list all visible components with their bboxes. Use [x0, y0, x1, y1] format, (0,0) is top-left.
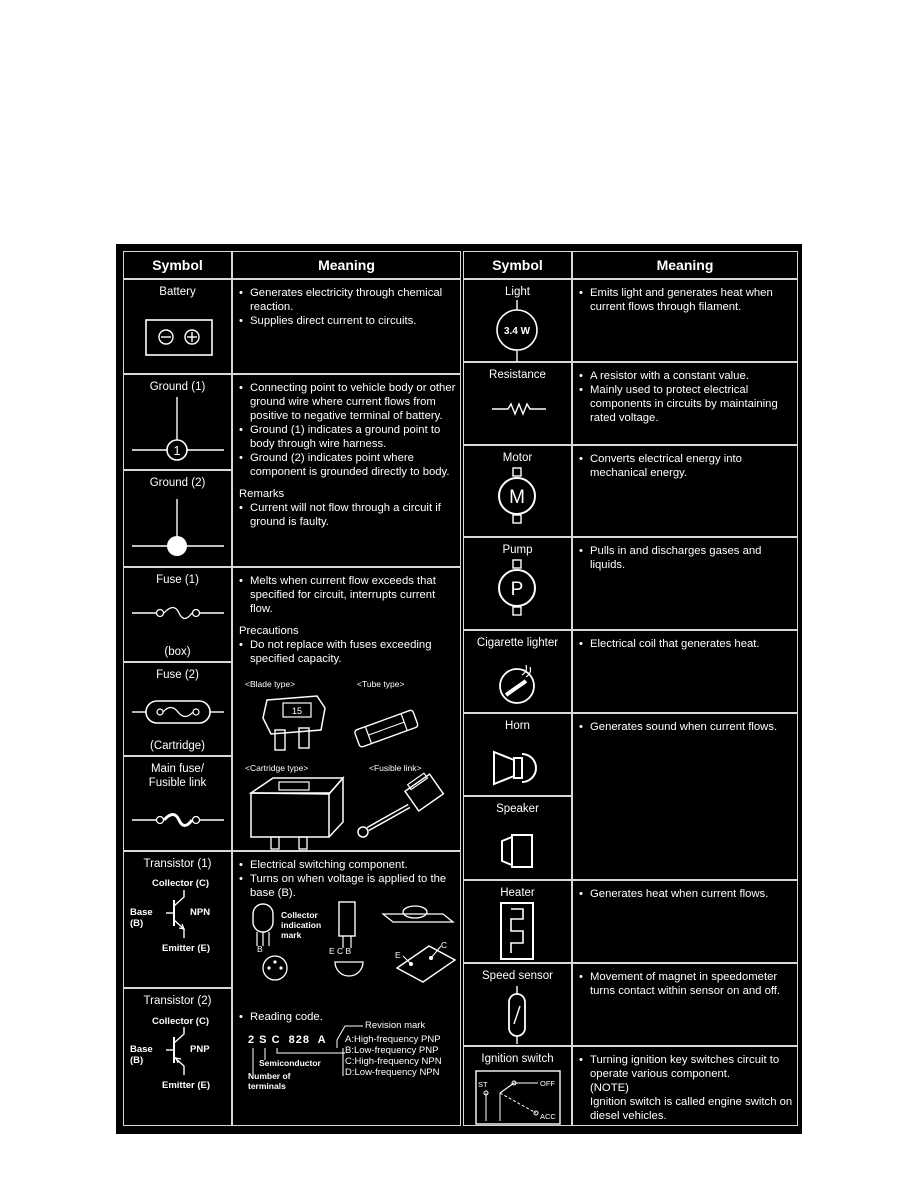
battery-meaning-2: • Supplies direct current to circuits.: [239, 314, 456, 328]
heater-icon: [464, 881, 573, 964]
horn-symbol-cell: [463, 713, 572, 796]
cigarette-meaning-1: • Electrical coil that generates heat.: [579, 637, 793, 651]
pump-icon: [464, 538, 573, 631]
horn-speaker-meaning-cell: [572, 713, 798, 880]
code-line-c: C:High-frequency NPN: [345, 1056, 442, 1067]
speed-meaning-1: • Movement of magnet in speedometer turns contact within sensor on and off.: [579, 970, 793, 998]
cartridge-fuse-icon: [251, 778, 343, 849]
cigarette-lighter-icon: [464, 631, 573, 714]
horn-meaning-1: • Generates sound when current flows.: [579, 720, 793, 734]
battery-meaning-1: • Generates electricity through chemical reaction.: [239, 286, 456, 314]
tube-type-label: <Tube type>: [357, 679, 405, 689]
pkg-label-ecb: E C B: [329, 946, 352, 956]
motor-symbol-cell: [463, 445, 572, 537]
transistor2-type: PNP: [190, 1044, 210, 1055]
fuse-precaution-1: • Do not replace with fuses exceeding specified capacity.: [239, 638, 456, 666]
transistor-meaning-2: • Turns on when voltage is applied to the base (B).: [239, 872, 456, 900]
ground-meaning-2: • Ground (1) indicates a ground point to body through wire harness.: [239, 423, 456, 451]
ignition-symbol-cell: [463, 1046, 572, 1126]
transistor2-label: Transistor (2): [143, 995, 212, 1007]
heater-meaning-1: • Generates heat when current flows.: [579, 887, 793, 901]
fuse2-label: Fuse (2): [156, 669, 199, 681]
reading-code-label: • Reading code.: [239, 1010, 456, 1024]
cigarette-meaning-cell: [572, 630, 798, 713]
ignition-note-title: (NOTE): [590, 1082, 629, 1094]
motor-icon: [464, 446, 573, 538]
speed-label: Speed sensor: [482, 970, 553, 982]
transistor-meaning-cell: [232, 851, 461, 1126]
transistor2-symbol-cell: [123, 988, 232, 1126]
light-watt: 3.4 W: [503, 326, 531, 337]
ground-remark-1: • Current will not flow through a circuit if ground is faulty.: [239, 501, 456, 529]
speed-symbol-cell: [463, 963, 572, 1046]
resistance-symbol-cell: [463, 362, 572, 445]
fuse1-label: Fuse (1): [156, 574, 199, 586]
pkg-label-c: C: [441, 940, 448, 950]
resistance-label: Resistance: [489, 369, 546, 381]
code-leader-lines: [233, 852, 462, 1127]
fuse2-symbol-cell: [123, 662, 232, 756]
ignition-meaning-cell: [572, 1046, 798, 1126]
pump-meaning-cell: [572, 537, 798, 630]
ignition-st: ST: [478, 1080, 488, 1089]
ground1-number: 1: [173, 443, 181, 458]
transistor2-collector-label: Collector (C): [152, 1016, 209, 1027]
motor-meaning-cell: [572, 445, 798, 537]
ground2-symbol-cell: [123, 470, 232, 567]
ground-meaning-3: • Ground (2) indicates point where component is grounded directly to body.: [239, 451, 456, 479]
fuse2-sublabel: (Cartridge): [150, 740, 205, 752]
fuse1-symbol-cell: [123, 567, 232, 662]
code-line-a: A:High-frequency PNP: [345, 1034, 441, 1045]
ignition-note: Ignition switch is called engine switch on diesel vehicles.: [590, 1096, 793, 1122]
heater-label: Heater: [500, 887, 535, 899]
ignition-label: Ignition switch: [481, 1053, 554, 1065]
battery-icon: [124, 280, 233, 375]
ignition-acc: ACC: [540, 1112, 556, 1121]
fuse-meaning-cell: [232, 567, 461, 851]
fuse-types-illustration-2: [233, 568, 462, 852]
resistance-meaning-2: • Mainly used to protect electrical components in circuits by maintaining rated voltage.: [579, 383, 793, 425]
speaker-symbol-cell: [463, 796, 572, 880]
mainfuse-label: Main fuse/ Fusible link: [148, 763, 207, 789]
battery-meaning-cell: [232, 279, 461, 374]
transistor1-label: Transistor (1): [143, 858, 212, 870]
light-symbol-cell: [463, 279, 572, 362]
light-bulb-icon: [464, 280, 573, 363]
fuse-precautions-title: Precautions: [239, 625, 299, 637]
fusible-link-part-icon: [358, 771, 443, 837]
resistance-meaning-cell: [572, 362, 798, 445]
ignition-switch-icon: [464, 1047, 573, 1127]
motor-meaning-1: • Converts electrical energy into mechanical energy.: [579, 452, 793, 480]
motor-letter: M: [509, 487, 525, 508]
ignition-off: OFF: [540, 1079, 555, 1088]
heater-meaning-cell: [572, 880, 798, 963]
light-meaning-cell: [572, 279, 798, 362]
light-meaning-1: • Emits light and generates heat when current flows through filament.: [579, 286, 793, 314]
transistor1-type: NPN: [190, 907, 211, 918]
pump-letter: P: [510, 579, 524, 600]
npn-transistor-icon: [124, 852, 233, 989]
transistor1-emitter-label: Emitter (E): [162, 943, 211, 954]
fusible-link-icon: [124, 757, 233, 852]
ground1-symbol-cell: [123, 374, 232, 470]
transistor1-base-label: Base (B): [130, 907, 153, 929]
header-meaning-text: Meaning: [318, 257, 375, 273]
resistor-icon: [464, 363, 573, 446]
pkg-label-e: E: [395, 950, 401, 960]
transistor2-base-label: Base (B): [130, 1044, 153, 1066]
transistor-meaning-1: • Electrical switching component.: [239, 858, 456, 872]
horn-icon: [464, 714, 573, 797]
fuse1-sublabel: (box): [164, 646, 191, 658]
horn-label: Horn: [505, 720, 530, 732]
code-terminals-label: Number of terminals: [248, 1071, 291, 1091]
cartridge-type-label: <Cartridge type>: [245, 763, 309, 773]
heater-symbol-cell: [463, 880, 572, 963]
header-meaning-text-right: Meaning: [656, 257, 714, 273]
header-symbol-text: Symbol: [152, 257, 203, 273]
header-symbol-text-right: Symbol: [492, 257, 543, 273]
collector-mark-label: Collector indication mark: [281, 910, 322, 940]
resistance-meaning-1: • A resistor with a constant value.: [579, 369, 793, 383]
transistor1-collector-label: Collector (C): [152, 878, 209, 889]
battery-label: Battery: [159, 286, 196, 298]
speed-sensor-icon: [464, 964, 573, 1047]
light-label: Light: [505, 286, 530, 298]
fuse-meaning-1: • Melts when current flow exceeds that specified for circuit, interrupts current flow.: [239, 574, 456, 616]
pump-meaning-1: • Pulls in and discharges gases and liquids.: [579, 544, 793, 572]
ground2-label: Ground (2): [149, 477, 206, 489]
transistor2-emitter-label: Emitter (E): [162, 1080, 211, 1091]
ignition-meaning-1: • Turning ignition key switches circuit to operate various component.: [579, 1053, 793, 1081]
cigarette-symbol-cell: [463, 630, 572, 713]
code-example: 2 S C 828 A: [248, 1034, 327, 1046]
transistor1-symbol-cell: [123, 851, 232, 988]
header-meaning-left: [232, 251, 461, 279]
battery-symbol-cell: [123, 279, 232, 374]
mainfuse-symbol-cell: [123, 756, 232, 851]
speaker-icon: [464, 797, 573, 881]
speed-meaning-cell: [572, 963, 798, 1046]
fusible-link-type-label: <Fusible link>: [369, 763, 422, 773]
ground-meaning-cell: [232, 374, 461, 567]
pnp-transistor-icon: [124, 989, 233, 1127]
pump-symbol-cell: [463, 537, 572, 630]
symbol-table: [116, 244, 802, 1134]
ground-meaning-1: • Connecting point to vehicle body or other ground wire where current flows from positive to negative terminal of battery.: [239, 381, 456, 423]
blade-type-label: <Blade type>: [245, 679, 296, 689]
ground1-icon: [124, 375, 233, 471]
code-line-b: B:Low-frequency PNP: [345, 1045, 439, 1056]
header-symbol-right: [463, 251, 572, 279]
code-revision-label: Revision mark: [365, 1020, 426, 1031]
speaker-label: Speaker: [496, 803, 539, 815]
ground2-icon: [124, 471, 233, 568]
pkg-label-b: B: [257, 944, 263, 954]
ground1-label: Ground (1): [149, 381, 206, 393]
ground-remarks-title: Remarks: [239, 488, 285, 500]
header-meaning-right: [572, 251, 798, 279]
header-symbol-left: [123, 251, 232, 279]
code-line-d: D:Low-frequency NPN: [345, 1067, 440, 1078]
motor-label: Motor: [502, 452, 533, 464]
blade-fuse-number: 15: [291, 706, 303, 716]
pump-label: Pump: [502, 544, 533, 556]
cigarette-label: Cigarette lighter: [476, 637, 559, 649]
code-semiconductor-label: Semiconductor: [259, 1058, 321, 1068]
